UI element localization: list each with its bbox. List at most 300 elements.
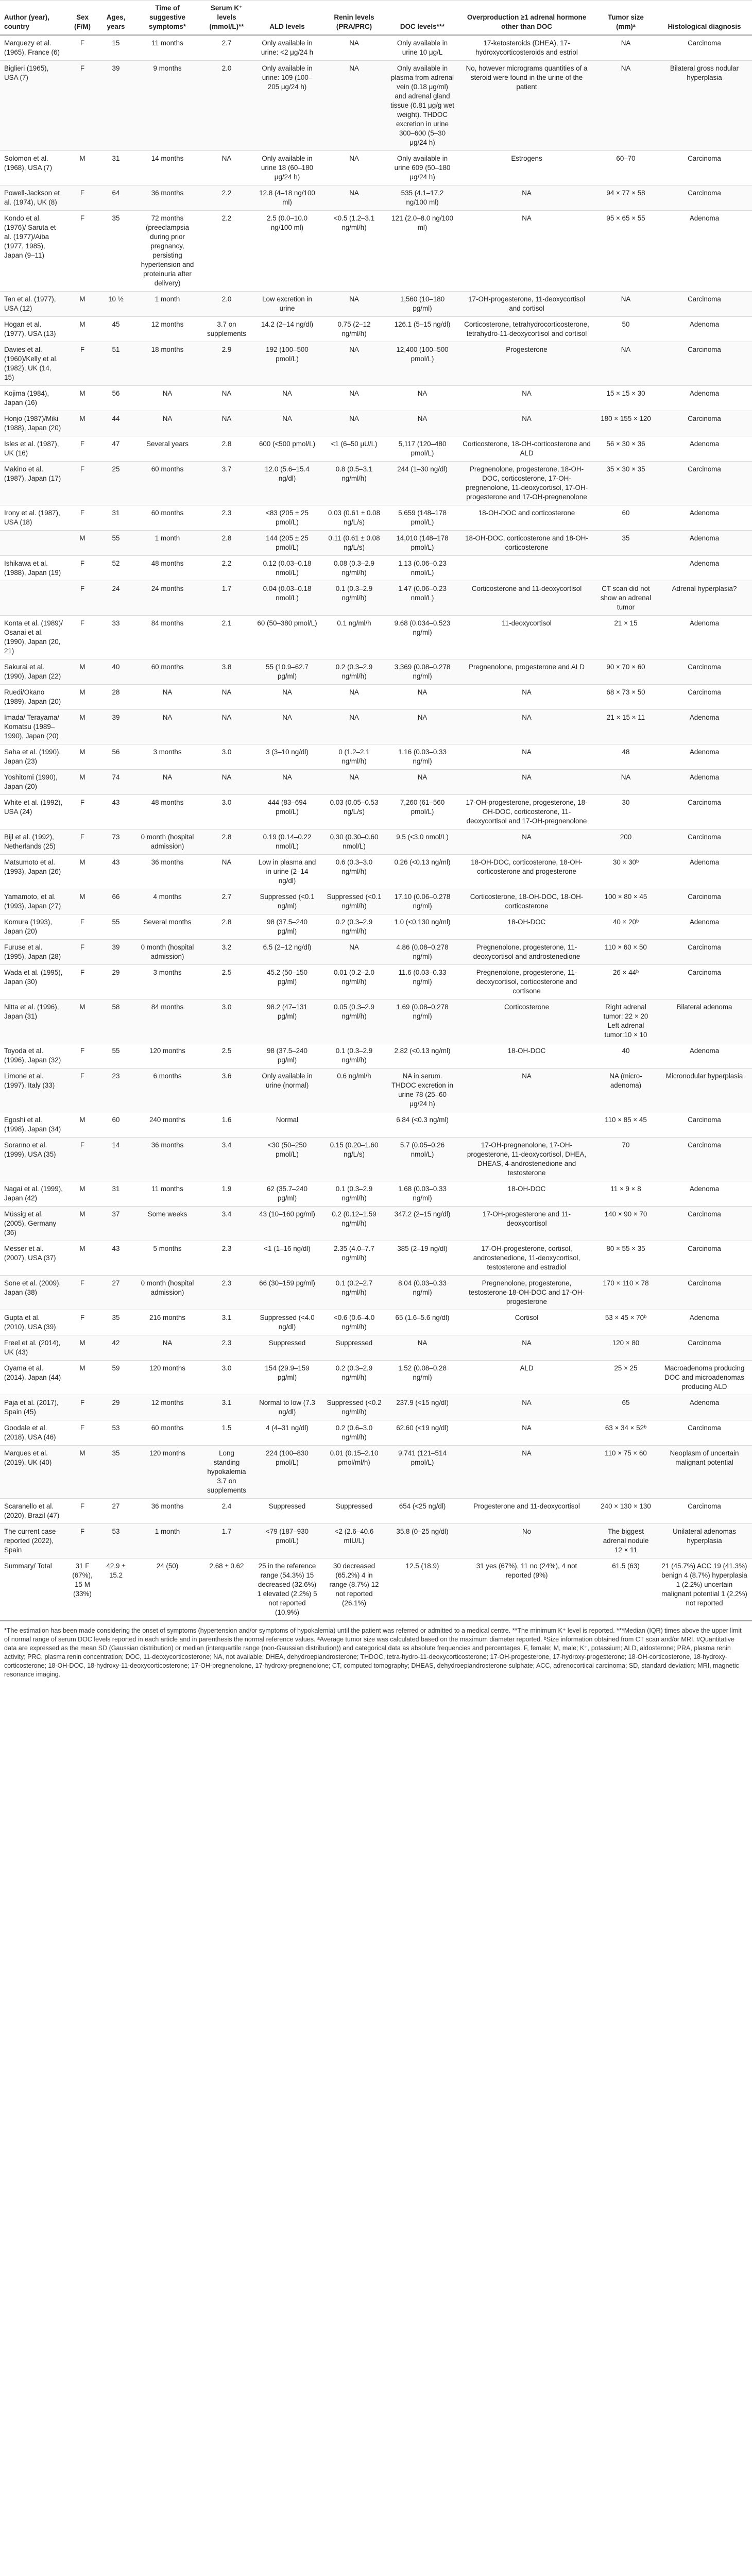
cell-serum-k: 2.3	[201, 1335, 252, 1361]
cell-histology: Carcinoma	[657, 940, 752, 965]
cell-time: 36 months	[134, 185, 201, 211]
cell-ald: 98.2 (47–131 pg/ml)	[252, 999, 322, 1043]
cell-histology: Carcinoma	[657, 1420, 752, 1446]
cell-tumor-size: 170 × 110 × 78	[595, 1276, 657, 1310]
cell-time: 11 months	[134, 35, 201, 61]
cell-ald: <83 (205 ± 25 pmol/L)	[252, 505, 322, 531]
cell-renin: 2.35 (4.0–7.7 ng/ml/h)	[322, 1241, 386, 1276]
cell-ald: Only available in urine 18 (60–180 μg/24 h)	[252, 151, 322, 185]
cell-ald: <1 (1–16 ng/dl)	[252, 1241, 322, 1276]
cell-serum-k: 2.3	[201, 1276, 252, 1310]
cell-ages: 73	[98, 829, 134, 855]
cell-time: 48 months	[134, 556, 201, 581]
cell-author: Egoshi et al. (1998), Japan (34)	[0, 1112, 67, 1138]
cell-author: Ishikawa et al. (1988), Japan (19)	[0, 556, 67, 581]
cell-overproduction: Progesterone and 11-deoxycortisol	[458, 1499, 595, 1524]
cell-tumor-size: NA	[595, 292, 657, 317]
cell-time: NA	[134, 710, 201, 744]
cell-ages: 40	[98, 659, 134, 685]
summary-other: 31 yes (67%), 11 no (24%), 4 not reported (9%)	[458, 1558, 595, 1621]
cell-author: Saha et al. (1990), Japan (23)	[0, 744, 67, 770]
cell-ages: 29	[98, 965, 134, 999]
cell-ald: 192 (100–500 pmol/L)	[252, 342, 322, 386]
cell-renin: <1 (6–50 μU/L)	[322, 436, 386, 462]
cell-author: Furuse et al. (1995), Japan (28)	[0, 940, 67, 965]
cell-author: Yamamoto, et al. (1993), Japan (27)	[0, 889, 67, 914]
table-row	[0, 685, 752, 710]
table-row	[0, 659, 752, 685]
cell-author: White et al. (1992), USA (24)	[0, 795, 67, 829]
cell-tumor-size: 35 × 30 × 35	[595, 462, 657, 505]
cell-histology: Carcinoma	[657, 462, 752, 505]
cell-sex: F	[67, 556, 98, 581]
table-row	[0, 436, 752, 462]
cell-sex: M	[67, 1181, 98, 1207]
cell-tumor-size: 21 × 15 × 11	[595, 710, 657, 744]
cell-time: 18 months	[134, 342, 201, 386]
cell-serum-k: 1.9	[201, 1181, 252, 1207]
cell-tumor-size: 80 × 55 × 35	[595, 1241, 657, 1276]
cell-time: NA	[134, 411, 201, 436]
summary-renin: 30 decreased (65.2%) 4 in range (8.7%) 12 not reported (26.1%)	[322, 1558, 386, 1621]
cell-histology: Adrenal hyperplasia?	[657, 581, 752, 616]
cell-histology: Carcinoma	[657, 1276, 752, 1310]
cell-overproduction: 18-OH-DOC	[458, 1181, 595, 1207]
cell-serum-k: 3.7	[201, 462, 252, 505]
cell-histology: Adenoma	[657, 914, 752, 940]
cell-ald: 6.5 (2–12 ng/dl)	[252, 940, 322, 965]
cell-ald: <79 (187–930 pmol/L)	[252, 1524, 322, 1558]
cell-overproduction: NA	[458, 829, 595, 855]
cell-time: 3 months	[134, 965, 201, 999]
cell-sex: M	[67, 411, 98, 436]
cell-histology: Macroadenoma producing DOC and microadenomas producing ALD	[657, 1361, 752, 1395]
summary-ages: 42.9 ± 15.2	[98, 1558, 134, 1621]
table-row	[0, 556, 752, 581]
cell-histology: Adenoma	[657, 436, 752, 462]
cell-time: 60 months	[134, 462, 201, 505]
table-row	[0, 411, 752, 436]
cell-author: Powell-Jackson et al. (1974), UK (8)	[0, 185, 67, 211]
cell-serum-k: 1.7	[201, 1524, 252, 1558]
cell-overproduction: Corticosterone, tetrahydrocorticosterone, tetrahydro-11-deoxycortisol and cortisol	[458, 317, 595, 342]
table-row	[0, 151, 752, 185]
cell-tumor-size: 100 × 80 × 45	[595, 889, 657, 914]
cell-renin: 0.1 (0.3–2.9 ng/ml/h)	[322, 1181, 386, 1207]
cell-serum-k: 3.4	[201, 1138, 252, 1181]
summary-doc: 12.5 (18.9)	[386, 1558, 458, 1621]
cell-overproduction: 17-OH-progesterone, cortisol, androstenedione, 11-deoxycortisol, testosterone and estradiol	[458, 1241, 595, 1276]
cell-sex: M	[67, 1361, 98, 1395]
cell-overproduction: Pregnenolone, progesterone and ALD	[458, 659, 595, 685]
cell-histology: Carcinoma	[657, 151, 752, 185]
cell-overproduction: NA	[458, 386, 595, 411]
cell-sex: M	[67, 317, 98, 342]
cell-doc: NA	[386, 386, 458, 411]
cell-doc: 1.47 (0.06–0.23 nmol/L)	[386, 581, 458, 616]
cell-overproduction: Pregnenolone, progesterone, 18-OH-DOC, corticosterone, 17-OH-pregnenolone, 11-deoxycortisol, 17-OH-progesterone and 17-OH-pregnenolone	[458, 462, 595, 505]
table-row	[0, 616, 752, 659]
table-row	[0, 795, 752, 829]
cell-renin: 0.75 (2–12 ng/ml/h)	[322, 317, 386, 342]
cell-serum-k: NA	[201, 770, 252, 795]
table-row	[0, 531, 752, 556]
cell-time: 3 months	[134, 744, 201, 770]
table-row	[0, 889, 752, 914]
cell-doc: NA	[386, 411, 458, 436]
header-ald: ALD levels	[252, 1, 322, 36]
cell-ald: Suppressed (<4.0 ng/dl)	[252, 1310, 322, 1335]
cell-time: 36 months	[134, 1499, 201, 1524]
cell-doc: 9.68 (0.034–0.523 ng/ml)	[386, 616, 458, 659]
cell-overproduction: 11-deoxycortisol	[458, 616, 595, 659]
cell-serum-k: 3.2	[201, 940, 252, 965]
cell-serum-k: 3.4	[201, 1207, 252, 1241]
cell-renin: Suppressed	[322, 1499, 386, 1524]
cell-overproduction: 18-OH-DOC, corticosterone and 18-OH-corticosterone	[458, 531, 595, 556]
cell-time: 84 months	[134, 616, 201, 659]
cell-serum-k: 2.2	[201, 211, 252, 292]
cell-ald: NA	[252, 386, 322, 411]
cell-tumor-size: 200	[595, 829, 657, 855]
cell-renin: NA	[322, 685, 386, 710]
cell-histology: Carcinoma	[657, 795, 752, 829]
cell-tumor-size: 63 × 34 × 52ᵇ	[595, 1420, 657, 1446]
cell-overproduction: Progesterone	[458, 342, 595, 386]
cell-tumor-size: 35	[595, 531, 657, 556]
cell-ald: Only available in urine: 109 (100–205 μg/24 h)	[252, 61, 322, 151]
cell-serum-k: NA	[201, 855, 252, 889]
summary-ald: 25 in the reference range (54.3%) 15 decreased (32.6%) 1 elevated (2.2%) 5 not reported (10.9%)	[252, 1558, 322, 1621]
cell-sex: F	[67, 1276, 98, 1310]
cell-author: Goodale et al. (2018), USA (46)	[0, 1420, 67, 1446]
cell-histology: Carcinoma	[657, 342, 752, 386]
cell-sex: M	[67, 1335, 98, 1361]
cell-tumor-size: NA	[595, 770, 657, 795]
cell-author: Ruedi/Okano (1989), Japan (20)	[0, 685, 67, 710]
cell-tumor-size: 240 × 130 × 130	[595, 1499, 657, 1524]
cell-renin: NA	[322, 185, 386, 211]
cell-time: 1 month	[134, 1524, 201, 1558]
cell-histology: Adenoma	[657, 317, 752, 342]
cell-histology: Micronodular hyperplasia	[657, 1069, 752, 1112]
cell-renin: 0.1 ng/ml/h	[322, 616, 386, 659]
cell-author: Scaranello et al. (2020), Brazil (47)	[0, 1499, 67, 1524]
table-row	[0, 386, 752, 411]
cell-author: Makino et al. (1987), Japan (17)	[0, 462, 67, 505]
cell-renin: 0.1 (0.2–2.7 ng/ml/h)	[322, 1276, 386, 1310]
cell-author: Toyoda et al. (1996), Japan (32)	[0, 1043, 67, 1069]
cell-overproduction: 18-OH-DOC	[458, 1043, 595, 1069]
cell-tumor-size: 65	[595, 1395, 657, 1420]
table-row	[0, 1207, 752, 1241]
cell-doc: 126.1 (5–15 ng/dl)	[386, 317, 458, 342]
cell-ages: 56	[98, 386, 134, 411]
cell-doc: 6.84 (<0.3 ng/ml)	[386, 1112, 458, 1138]
cell-sex: M	[67, 1446, 98, 1499]
cell-time: 60 months	[134, 1420, 201, 1446]
table-row	[0, 35, 752, 61]
cell-renin: 0.6 ng/ml/h	[322, 1069, 386, 1112]
header-sex: Sex (F/M)	[67, 1, 98, 36]
cell-time: 5 months	[134, 1241, 201, 1276]
cell-renin: 0.08 (0.3–2.9 ng/ml/h)	[322, 556, 386, 581]
cell-doc: 8.04 (0.03–0.33 ng/ml)	[386, 1276, 458, 1310]
cell-overproduction: ALD	[458, 1361, 595, 1395]
cell-serum-k: 2.9	[201, 342, 252, 386]
cell-sex: M	[67, 1241, 98, 1276]
table-row	[0, 1112, 752, 1138]
cell-ald: NA	[252, 710, 322, 744]
cell-ages: 35	[98, 211, 134, 292]
header-author: Author (year), country	[0, 1, 67, 36]
cell-histology: Adenoma	[657, 1310, 752, 1335]
cell-overproduction: 18-OH-DOC, corticosterone, 18-OH-corticosterone and progesterone	[458, 855, 595, 889]
cell-sex: F	[67, 616, 98, 659]
cell-ald: Suppressed	[252, 1499, 322, 1524]
cell-renin: NA	[322, 151, 386, 185]
cell-sex: F	[67, 1499, 98, 1524]
table-row	[0, 999, 752, 1043]
cell-overproduction: NA	[458, 211, 595, 292]
cell-ald: Normal	[252, 1112, 322, 1138]
cell-sex: M	[67, 770, 98, 795]
cell-sex: F	[67, 829, 98, 855]
cell-ages: 14	[98, 1138, 134, 1181]
cell-renin: NA	[322, 292, 386, 317]
cell-doc: NA	[386, 710, 458, 744]
cell-ages: 23	[98, 1069, 134, 1112]
cell-renin: 0.05 (0.3–2.9 ng/ml/h)	[322, 999, 386, 1043]
cell-time: 0 month (hospital admission)	[134, 829, 201, 855]
cell-histology: Carcinoma	[657, 1207, 752, 1241]
cell-tumor-size: 15 × 15 × 30	[595, 386, 657, 411]
cell-ages: 66	[98, 889, 134, 914]
cell-ages: 39	[98, 940, 134, 965]
cell-serum-k: 1.7	[201, 581, 252, 616]
cell-tumor-size: NA	[595, 61, 657, 151]
cell-ages: 52	[98, 556, 134, 581]
cell-serum-k: 3.0	[201, 795, 252, 829]
table-row	[0, 1181, 752, 1207]
cell-tumor-size: 110 × 75 × 60	[595, 1446, 657, 1499]
cell-overproduction	[458, 556, 595, 581]
cell-serum-k: 1.5	[201, 1420, 252, 1446]
cell-doc: 0.26 (<0.13 ng/ml)	[386, 855, 458, 889]
cell-ages: 39	[98, 61, 134, 151]
table-row	[0, 1241, 752, 1276]
table-row	[0, 1335, 752, 1361]
cell-sex: M	[67, 889, 98, 914]
cell-serum-k: 2.8	[201, 436, 252, 462]
cell-ages: 24	[98, 581, 134, 616]
cell-time: 11 months	[134, 1181, 201, 1207]
cell-doc: 347.2 (2–15 ng/dl)	[386, 1207, 458, 1241]
summary-time: 24 (50)	[134, 1558, 201, 1621]
table-row	[0, 505, 752, 531]
table-header	[0, 1, 752, 36]
cell-time: 1 month	[134, 292, 201, 317]
cell-overproduction: Corticosterone and 11-deoxycortisol	[458, 581, 595, 616]
cell-doc: 9.5 (<3.0 nmol/L)	[386, 829, 458, 855]
cell-histology: Carcinoma	[657, 659, 752, 685]
cell-time: 36 months	[134, 1138, 201, 1181]
cell-histology: Adenoma	[657, 1043, 752, 1069]
cell-histology: Adenoma	[657, 1395, 752, 1420]
cell-time: NA	[134, 386, 201, 411]
cell-serum-k: 2.0	[201, 61, 252, 151]
cell-ald: 600 (<500 pmol/L)	[252, 436, 322, 462]
cell-serum-k: 3.1	[201, 1310, 252, 1335]
cell-serum-k: 3.7 on supplements	[201, 317, 252, 342]
cell-doc: 3.369 (0.08–0.278 ng/ml)	[386, 659, 458, 685]
cell-author: Sakurai et al. (1990), Japan (22)	[0, 659, 67, 685]
cell-doc: 7,260 (61–560 pmol/L)	[386, 795, 458, 829]
cell-renin: Suppressed (<0.1 ng/ml/h)	[322, 889, 386, 914]
cell-sex: F	[67, 342, 98, 386]
cell-tumor-size: 25 × 25	[595, 1361, 657, 1395]
cell-overproduction: 17-OH-pregnenolone, 17-OH-progesterone, 11-deoxycortisol, DHEA, DHEAS, 4-androstenedione and testosterone	[458, 1138, 595, 1181]
cell-sex: M	[67, 386, 98, 411]
cell-sex: M	[67, 531, 98, 556]
cell-tumor-size: 50	[595, 317, 657, 342]
cell-serum-k: 2.0	[201, 292, 252, 317]
cell-renin: 0 (1.2–2.1 ng/ml/h)	[322, 744, 386, 770]
cell-sex: M	[67, 710, 98, 744]
summary-author: Summary/ Total	[0, 1558, 67, 1621]
cell-tumor-size: 30 × 30ᵇ	[595, 855, 657, 889]
cell-histology: Adenoma	[657, 386, 752, 411]
cell-ald: 55 (10.9–62.7 pg/ml)	[252, 659, 322, 685]
cell-time: 120 months	[134, 1446, 201, 1499]
cell-author: Kojima (1984), Japan (16)	[0, 386, 67, 411]
cell-ald: Normal to low (7.3 ng/dl)	[252, 1395, 322, 1420]
cell-doc: 5,117 (120–480 pmol/L)	[386, 436, 458, 462]
cell-ages: 44	[98, 411, 134, 436]
cell-sex: F	[67, 1043, 98, 1069]
cell-ages: 35	[98, 1310, 134, 1335]
cell-ages: 39	[98, 710, 134, 744]
cell-serum-k: NA	[201, 386, 252, 411]
cell-time: 48 months	[134, 795, 201, 829]
cell-renin: 0.11 (0.61 ± 0.08 ng/L/s)	[322, 531, 386, 556]
cell-tumor-size: 180 × 155 × 120	[595, 411, 657, 436]
cell-ages: 60	[98, 1112, 134, 1138]
cell-tumor-size: 21 × 15	[595, 616, 657, 659]
cell-overproduction: Corticosterone, 18-OH-corticosterone and ALD	[458, 436, 595, 462]
cell-ald: NA	[252, 411, 322, 436]
cell-doc: 14,010 (148–178 pmol/L)	[386, 531, 458, 556]
cell-histology: Adenoma	[657, 531, 752, 556]
cell-ages: 58	[98, 999, 134, 1043]
table-row	[0, 185, 752, 211]
cell-histology: Adenoma	[657, 770, 752, 795]
cell-histology: Carcinoma	[657, 1241, 752, 1276]
cell-ald: 12.0 (5.6–15.4 ng/dl)	[252, 462, 322, 505]
cell-overproduction: Estrogens	[458, 151, 595, 185]
cell-tumor-size: 56 × 30 × 36	[595, 436, 657, 462]
cell-ages: 10 ½	[98, 292, 134, 317]
cell-renin: 0.30 (0.30–0.60 nmol/L)	[322, 829, 386, 855]
cell-serum-k: 2.5	[201, 965, 252, 999]
cell-doc: 121 (2.0–8.0 ng/100 ml)	[386, 211, 458, 292]
cell-tumor-size: 94 × 77 × 58	[595, 185, 657, 211]
cell-ald: Only available in urine: <2 μg/24 h	[252, 35, 322, 61]
cell-overproduction	[458, 1112, 595, 1138]
cell-tumor-size: 60–70	[595, 151, 657, 185]
cell-sex: M	[67, 685, 98, 710]
cell-histology: Carcinoma	[657, 965, 752, 999]
cell-author: Honjo (1987)/Miki (1988), Japan (20)	[0, 411, 67, 436]
cell-tumor-size: 70	[595, 1138, 657, 1181]
cell-overproduction: NA	[458, 770, 595, 795]
cell-doc: 244 (1–30 ng/dl)	[386, 462, 458, 505]
cell-overproduction: NA	[458, 685, 595, 710]
cell-histology: Carcinoma	[657, 1112, 752, 1138]
cell-renin: 0.2 (0.3–2.9 ng/ml/h)	[322, 914, 386, 940]
cell-renin: 0.6 (0.3–3.0 ng/ml/h)	[322, 855, 386, 889]
cell-ald: 154 (29.9–159 pg/ml)	[252, 1361, 322, 1395]
cell-time: 36 months	[134, 855, 201, 889]
table-row	[0, 1138, 752, 1181]
cell-author: Marques et al. (2019), UK (40)	[0, 1446, 67, 1499]
cell-doc: 5.7 (0.05–0.26 nmol/L)	[386, 1138, 458, 1181]
cell-ages: 51	[98, 342, 134, 386]
cell-serum-k: 3.1	[201, 1395, 252, 1420]
table-row	[0, 829, 752, 855]
cell-doc: NA	[386, 770, 458, 795]
cell-overproduction: 18-OH-DOC and corticosterone	[458, 505, 595, 531]
cell-doc: 1,560 (10–180 pg/ml)	[386, 292, 458, 317]
cell-ages: 27	[98, 1499, 134, 1524]
cell-ald: 43 (10–160 pg/ml)	[252, 1207, 322, 1241]
cell-sex: F	[67, 1069, 98, 1112]
cell-serum-k: 2.1	[201, 616, 252, 659]
cell-histology: Carcinoma	[657, 411, 752, 436]
cell-author: Freel et al. (2014), UK (43)	[0, 1335, 67, 1361]
cell-overproduction: NA	[458, 1420, 595, 1446]
cell-author: Marquezy et al. (1965), France (6)	[0, 35, 67, 61]
cell-serum-k: 2.4	[201, 1499, 252, 1524]
header-renin: Renin levels (PRA/PRC)	[322, 1, 386, 36]
cell-renin: 0.8 (0.5–3.1 ng/ml/h)	[322, 462, 386, 505]
cell-author: Soranno et al. (1999), USA (35)	[0, 1138, 67, 1181]
cell-doc: 5,659 (148–178 pmol/L)	[386, 505, 458, 531]
table-row	[0, 1420, 752, 1446]
cell-time: Some weeks	[134, 1207, 201, 1241]
cell-overproduction: NA	[458, 1395, 595, 1420]
cell-ald: 62 (35.7–240 pg/ml)	[252, 1181, 322, 1207]
cell-histology: Adenoma	[657, 710, 752, 744]
table-row	[0, 1069, 752, 1112]
cell-time: 14 months	[134, 151, 201, 185]
cell-time: NA	[134, 685, 201, 710]
cell-renin: Suppressed (<0.2 ng/ml/h)	[322, 1395, 386, 1420]
cell-time: 72 months (preeclampsia during prior pregnancy, persisting hypertension and proteinuria after delivery)	[134, 211, 201, 292]
header-histology: Histological diagnosis	[657, 1, 752, 36]
table-row	[0, 1361, 752, 1395]
cell-overproduction: NA	[458, 411, 595, 436]
cell-renin: NA	[322, 61, 386, 151]
cell-ald: 98 (37.5–240 pg/ml)	[252, 1043, 322, 1069]
cell-ald: 12.8 (4–18 ng/100 ml)	[252, 185, 322, 211]
table-row	[0, 462, 752, 505]
cell-histology: Bilateral adenoma	[657, 999, 752, 1043]
cell-ages: 37	[98, 1207, 134, 1241]
cell-author: Gupta et al. (2010), USA (39)	[0, 1310, 67, 1335]
cell-tumor-size: 40	[595, 1043, 657, 1069]
cell-time: 60 months	[134, 505, 201, 531]
